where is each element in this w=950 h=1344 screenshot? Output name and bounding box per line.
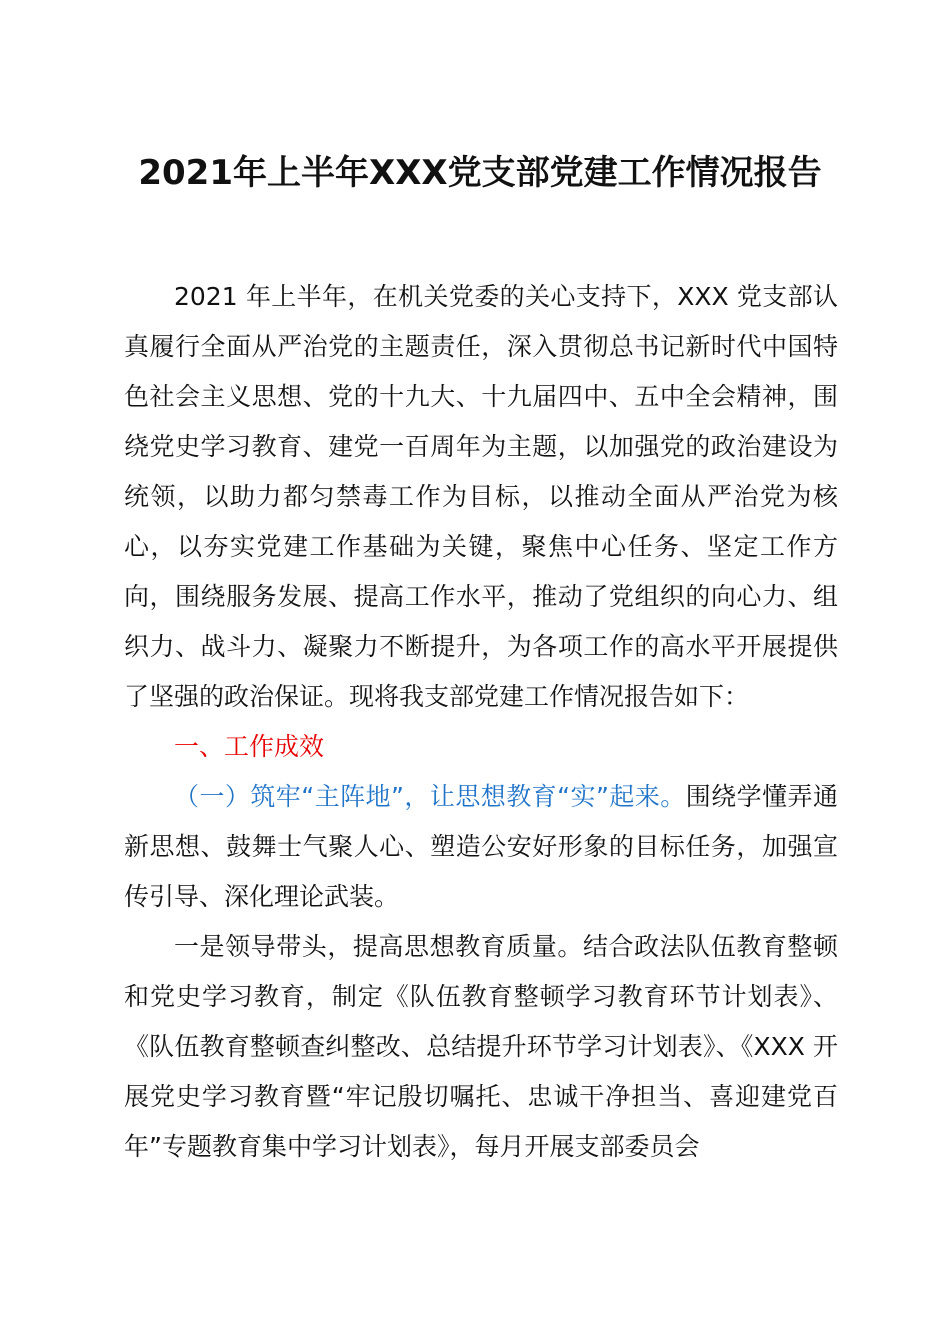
intro-paragraph: 2021 年上半年，在机关党委的关心支持下，XXX 党支部认真履行全面从严治党的主题责任，深入贯彻总书记新时代中国特色社会主义思想、党的十九大、十九届四中、五中全会精神，围绕党史学习教育、建党一百周年为主题，以加强党的政治建设为统领，以助力都匀禁毒工作为目标，以推动全面从严治党为核心，以夯实党建工作基础为关键，聚焦中心任务、坚定工作方向，围绕服务发展、提高工作水平，推动了党组织的向心力、组织力、战斗力、凝聚力不断提升，为各项工作的高水平开展提供了坚强的政治保证。现将我支部党建工作情况报告如下：: [124, 282, 838, 711]
subsection-heading: （一）筑牢“主阵地”，让思想教育“实”起来。: [174, 782, 686, 811]
subsection-text: 围绕学懂弄通新思想、鼓舞士气聚人心、塑造公安好形象的目标任务，加强宣传引导、深化理论武装。: [124, 782, 838, 911]
section-heading: 一、工作成效: [174, 732, 325, 761]
document-body: [124, 272, 838, 1172]
body-paragraph: 一是领导带头，提高思想教育质量。结合政法队伍教育整顿和党史学习教育，制定《队伍教育整顿学习教育环节计划表》、《队伍教育整顿查纠整改、总结提升环节学习计划表》、《XXX 开展党史学习教育暨“牢记殷切嘱托、忠诚干净担当、喜迎建党百年”专题教育集中学习计划表》，每月开展支部委员会: [124, 932, 838, 1161]
subsection-paragraph: [124, 772, 838, 922]
document-title: 2021年上半年XXX党支部党建工作情况报告: [138, 153, 822, 193]
